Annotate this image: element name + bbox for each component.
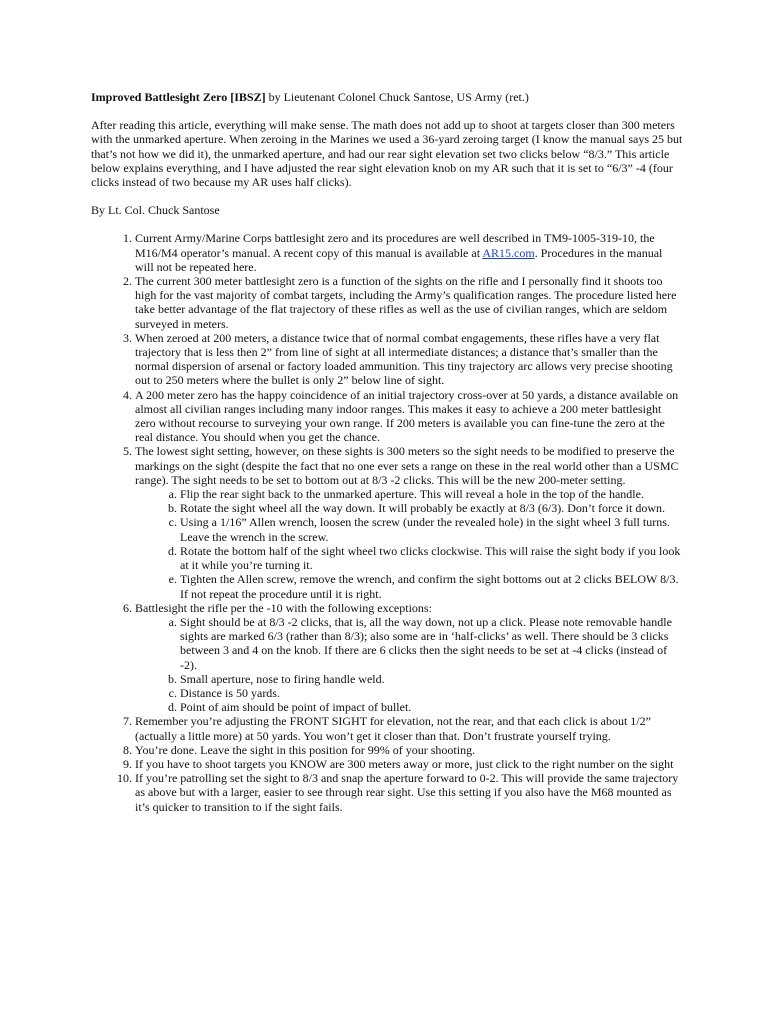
- sub-item-5c: c. Using a 1/16” Allen wrench, loosen the screw (under the revealed hole) in the sight wheel 3 full turns. Leave the wrench in the screw.: [180, 515, 683, 543]
- list-item-7: 7. Remember you’re adjusting the FRONT SIGHT for elevation, not the rear, and that each click is about 1/2” (actually a little more) at 50 yards. You won’t get it closer than that. Don’t frustrate yourself trying.: [135, 714, 683, 742]
- battlesight-exceptions: [135, 615, 683, 714]
- procedure-list: [91, 231, 683, 813]
- list-item-3: 3. When zeroed at 200 meters, a distance twice that of normal combat engagements, these rifles have a very flat trajectory that is less then 2” from line of sight at all intermediate distances; a distance that’s smaller than the normal dispersion of arsenal or factory loaded ammunition. This tiny trajectory arc allows very precise shooting out to 250 meters where the bullet is only 2” below line of sight.: [135, 331, 683, 388]
- list-item-6-text: Battlesight the rifle per the -10 with the following exceptions:: [135, 600, 432, 615]
- sight-adjust-steps: [135, 487, 683, 601]
- list-item-1-text: Current Army/Marine Corps battlesight zero and its procedures are well described in TM9-1005-319-10, the M16/M4 operator’s manual. A recent copy of this manual is available at: [135, 231, 655, 260]
- list-item-9: 9. If you have to shoot targets you KNOW are 300 meters away or more, just click to the right number on the sight: [135, 757, 683, 771]
- list-item-1: [135, 231, 683, 274]
- article-title-rest: by Lieutenant Colonel Chuck Santose, US Army (ret.): [265, 90, 529, 104]
- document-page: [91, 90, 683, 814]
- list-item-6: [135, 601, 683, 715]
- sub-item-5b: b. Rotate the sight wheel all the way down. It will probably be exactly at 8/3 (6/3). Don’t force it down.: [180, 501, 683, 515]
- list-item-5-text: The lowest sight setting, however, on these sights is 300 meters so the sight needs to be modified to preserve the markings on the sight (despite the fact that no one ever sets a range on these in the real world other than a USMC range). The sight needs to be set to bottom out at 8/3 -2 clicks. This will be the new 200-meter setting.: [135, 444, 679, 487]
- list-item-1-text-after: . Procedures in the manual will not be repeated here.: [135, 245, 663, 274]
- sub-item-6b: b. Small aperture, nose to firing handle weld.: [180, 672, 683, 686]
- list-item-10: 10. If you’re patrolling set the sight to 8/3 and snap the aperture forward to 0-2. This will provide the same trajectory as above but with a larger, easier to see through rear sight. Use this setting if you also have the M68 mounted as it’s quicker to transition to if the sight fails.: [135, 771, 683, 814]
- sub-item-6d: d. Point of aim should be point of impact of bullet.: [180, 700, 683, 714]
- sub-item-5d: d. Rotate the bottom half of the sight wheel two clicks clockwise. This will raise the sight body if you look at it while you’re turning it.: [180, 544, 683, 572]
- list-item-4: 4. A 200 meter zero has the happy coincidence of an initial trajectory cross-over at 50 yards, a distance available on almost all civilian ranges including many indoor ranges. This makes it easy to achieve a 200 meter battlesight zero without recourse to surveying your own range. If 200 meters is available you can fine-tune the zero at the real distance. You should when you get the chance.: [135, 388, 683, 445]
- list-item-8: 8. You’re done. Leave the sight in this position for 99% of your shooting.: [135, 743, 683, 757]
- article-title-bold: Improved Battlesight Zero [IBSZ]: [91, 90, 266, 104]
- sub-item-6a: a. Sight should be at 8/3 -2 clicks, that is, all the way down, not up a click. Please note removable handle sights are marked 6/3 (rather than 8/3); also some are in ‘half-clicks’ as well. There should be 3 clicks between 3 and 4 on the knob. If there are 6 clicks then the sight needs to be set at -4 clicks (instead of -2).: [180, 615, 683, 672]
- byline: By Lt. Col. Chuck Santose: [91, 203, 220, 218]
- ar15-link[interactable]: AR15.com: [482, 245, 535, 260]
- sub-item-5e: e. Tighten the Allen screw, remove the wrench, and confirm the sight bottoms out at 2 clicks BELOW 8/3. If not repeat the procedure until it is right.: [180, 572, 683, 600]
- intro-paragraph: After reading this article, everything will make sense. The math does not add up to shoot at targets closer than 300 meters with the unmarked aperture. When zeroing in the Marines we used a 36-yard zeroing target (I know the manual says 25 but that’s not how we did it), the unmarked aperture, and had our rear sight elevation set two clicks below “8/3.” This article below explains everything, and I have adjusted the rear sight elevation knob on my AR such that it is set to “6/3” -4 (four clicks instead of two because my AR uses half clicks).: [91, 118, 683, 190]
- list-item-2: 2. The current 300 meter battlesight zero is a function of the sights on the rifle and I personally find it shoots too high for the vast majority of combat targets, including the Army’s qualification ranges. The procedure listed here take better advantage of the flat trajectory of these rifles as well as the use of civilian ranges, which are seldom surveyed in meters.: [135, 274, 683, 331]
- sub-item-5a: a. Flip the rear sight back to the unmarked aperture. This will reveal a hole in the top of the handle.: [180, 487, 683, 501]
- list-item-5: [135, 444, 683, 600]
- sub-item-6c: c. Distance is 50 yards.: [180, 686, 683, 700]
- article-title: [91, 90, 683, 104]
